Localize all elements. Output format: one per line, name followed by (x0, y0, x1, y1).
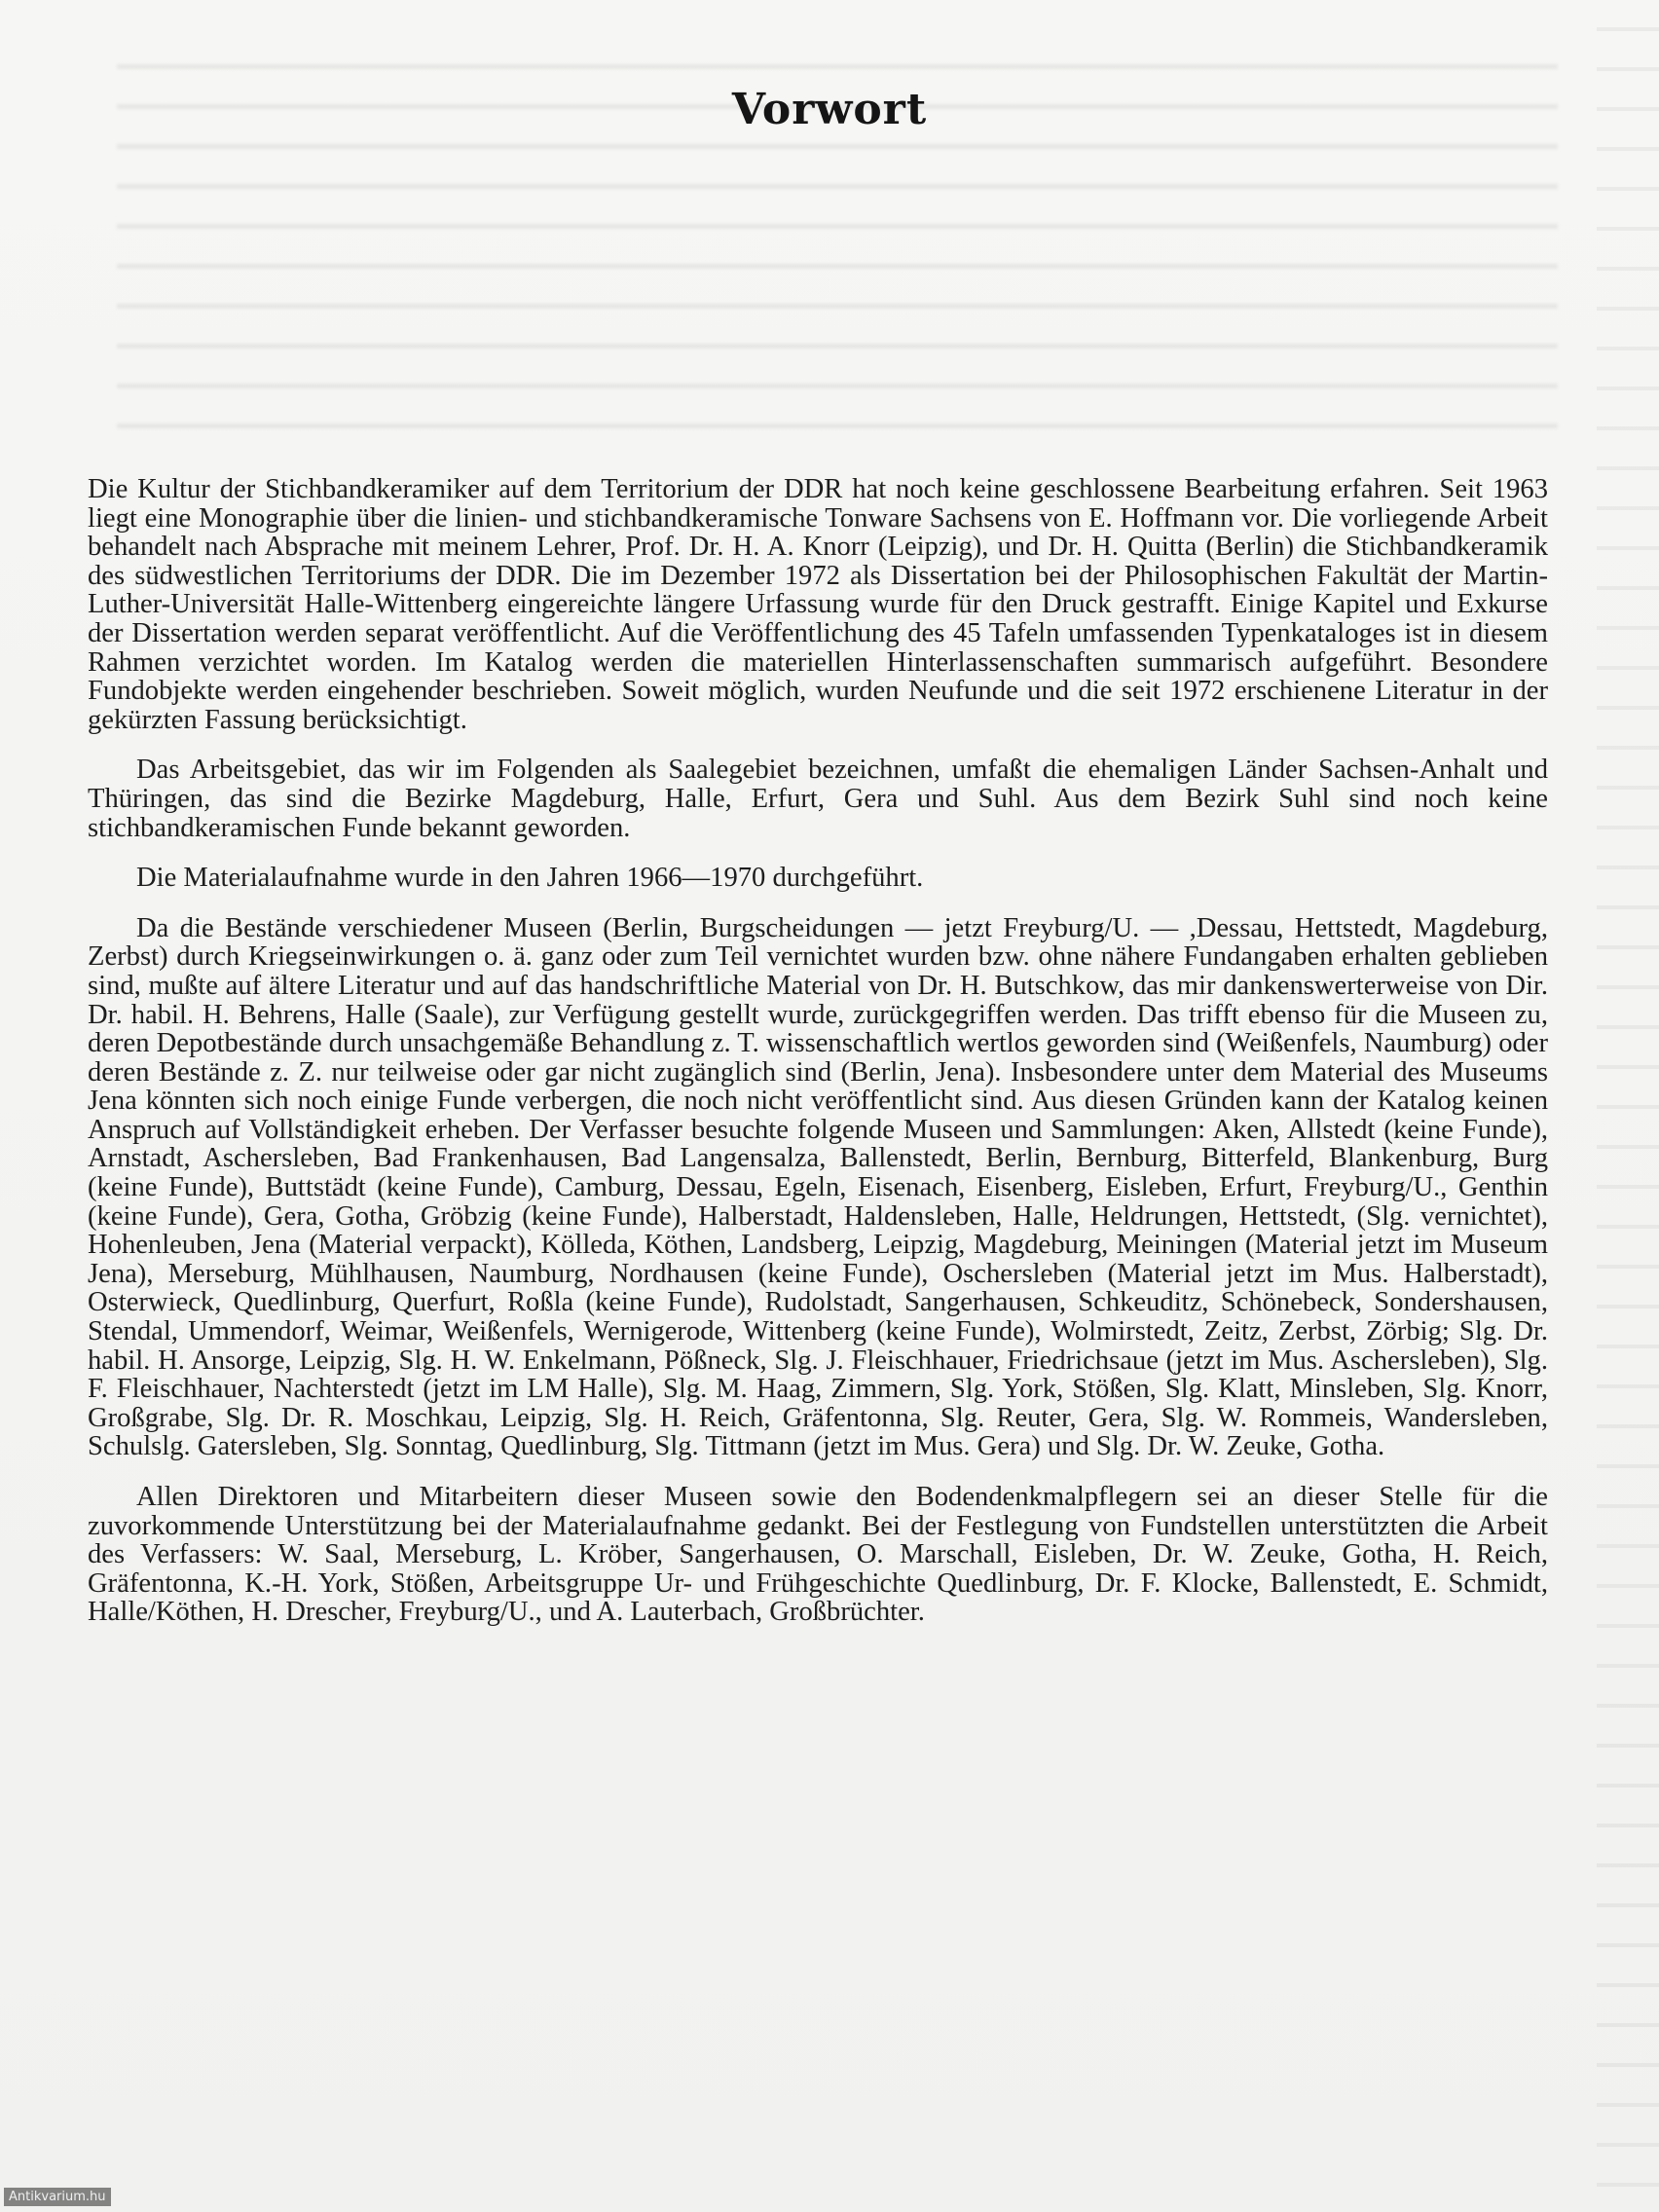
watermark: Antikvarium.hu (4, 2188, 111, 2206)
paragraph-5: Allen Direktoren und Mitarbeitern dieser Museen sowie den Bodendenkmalpflegern sei an dieser Stelle für die zuvorkommende Unterstützung bei der Materialaufnahme gedankt. Bei der Festlegung von Fundstellen unterstützten die Arbeit des Verfassers: W. Saal, Merseburg, L. Kröber, Sangerhausen, O. Marschall, Eisleben, Dr. W. Zeuke, Gotha, H. Reich, Gräfentonna, K.-H. York, Stößen, Arbeitsgruppe Ur- und Frühgeschichte Quedlinburg, Dr. F. Klocke, Ballenstedt, E. Schmidt, Halle/Köthen, H. Drescher, Freyburg/U., und A. Lauterbach, Großbrüchter. (88, 1482, 1548, 1628)
paragraph-1: Die Kultur der Stichbandkeramiker auf dem Territorium der DDR hat noch keine geschlossene Bearbeitung erfahren. Seit 1963 liegt eine Monographie über die linien- und stichbandkeramische Tonware Sachsens von E. Hoffmann vor. Die vorliegende Arbeit behandelt nach Absprache mit meinem Lehrer, Prof. Dr. H. A. Knorr (Leipzig), und Dr. H. Quitta (Berlin) die Stichbandkeramik des südwestlichen Territoriums der DDR. Die im Dezember 1972 als Dissertation bei der Philosophischen Fakultät der Martin-Luther-Universität Halle-Wittenberg eingereichte längere Urfassung wurde für den Druck gestrafft. Einige Kapitel und Exkurse der Dissertation werden separat veröffentlicht. Auf die Veröffentlichung des 45 Tafeln umfassenden Typenkataloges ist in diesem Rahmen verzichtet worden. Im Katalog werden die materiellen Hinterlassenschaften summarisch aufgeführt. Besondere Fundobjekte werden eingehender beschrieben. Soweit möglich, wurden Neufunde und die seit 1972 erschienene Literatur in der gekürzten Fassung berücksichtigt. (88, 474, 1548, 735)
paragraph-4: Da die Bestände verschiedener Museen (Berlin, Burgscheidungen — jetzt Freyburg/U. — ,Dessau, Hettstedt, Magdeburg, Zerbst) durch Kriegseinwirkungen o. ä. ganz oder zum Teil vernichtet wurden bzw. ohne nähere Fundangaben erhalten geblieben sind, mußte auf ältere Literatur und auf das handschriftliche Material von Dr. H. Butschkow, das mir dankenswerterweise von Dir. Dr. habil. H. Behrens, Halle (Saale), zur Verfügung gestellt wurde, zurückgegriffen werden. Das trifft ebenso für die Museen zu, deren Depotbestände durch unsachgemäße Behandlung z. T. wissenschaftlich wertlos geworden sind (Weißenfels, Naumburg) oder deren Bestände z. Z. nur teilweise oder gar nicht zugänglich sind (Berlin, Jena). Insbesondere unter dem Material des Museums Jena könnten sich noch einige Funde verbergen, die noch nicht veröffentlicht sind. Aus diesen Gründen kann der Katalog keinen Anspruch auf Vollständigkeit erheben. Der Verfasser besuchte folgende Museen und Sammlungen: Aken, Allstedt (keine Funde), Arnstadt, Aschersleben, Bad Frankenhausen, Bad Langensalza, Ballenstedt, Berlin, Bernburg, Bitterfeld, Blankenburg, Burg (keine Funde), Buttstädt (keine Funde), Camburg, Dessau, Egeln, Eisenach, Eisenberg, Eisleben, Erfurt, Freyburg/U., Genthin (keine Funde), Gera, Gotha, Gröbzig (keine Funde), Halberstadt, Haldensleben, Halle, Heldrungen, Hettstedt, (Slg. vernichtet), Hohenleuben, Jena (Material verpackt), Kölleda, Köthen, Landsberg, Leipzig, Magdeburg, Meiningen (Material jetzt im Museum Jena), Merseburg, Mühlhausen, Naumburg, Nordhausen (keine Funde), Oschersleben (Material jetzt im Mus. Halberstadt), Osterwieck, Quedlinburg, Querfurt, Roßla (keine Funde), Rudolstadt, Sangerhausen, Schkeuditz, Schönebeck, Sondershausen, Stendal, Ummendorf, Weimar, Weißenfels, Wernigerode, Wittenberg (keine Funde), Wolmirstedt, Zeitz, Zerbst, Zörbig; Slg. Dr. habil. H. Ansorge, Leipzig, Slg. H. W. Enkelmann, Pößneck, Slg. J. Fleischhauer, Friedrichsaue (jetzt im Mus. Aschersleben), Slg. F. Fleischhauer, Nachterstedt (jetzt im LM Halle), Slg. M. Haag, Zimmern, Slg. York, Stößen, Slg. Klatt, Minsleben, Slg. Knorr, Großgrabe, Slg. Dr. R. Moschkau, Leipzig, Slg. H. Reich, Gräfentonna, Slg. Reuter, Gera, Slg. W. Rommeis, Wandersleben, Schulslg. Gatersleben, Slg. Sonntag, Quedlinburg, Slg. Tittmann (jetzt im Mus. Gera) und Slg. Dr. W. Zeuke, Gotha. (88, 912, 1548, 1462)
bleed-through-edge (1597, 0, 1659, 2212)
body-text (88, 475, 1548, 1648)
paragraph-3: Die Materialaufnahme wurde in den Jahren 1966—1970 durchgeführt. (136, 863, 924, 894)
page-title: Vorwort (731, 85, 928, 135)
paragraph-2: Das Arbeitsgebiet, das wir im Folgenden als Saalegebiet bezeichnen, umfaßt die ehemaligen Länder Sachsen-Anhalt und Thüringen, das sind die Bezirke Magdeburg, Halle, Erfurt, Gera und Suhl. Aus dem Bezirk Suhl sind noch keine stichbandkeramischen Funde bekannt geworden. (88, 755, 1548, 843)
